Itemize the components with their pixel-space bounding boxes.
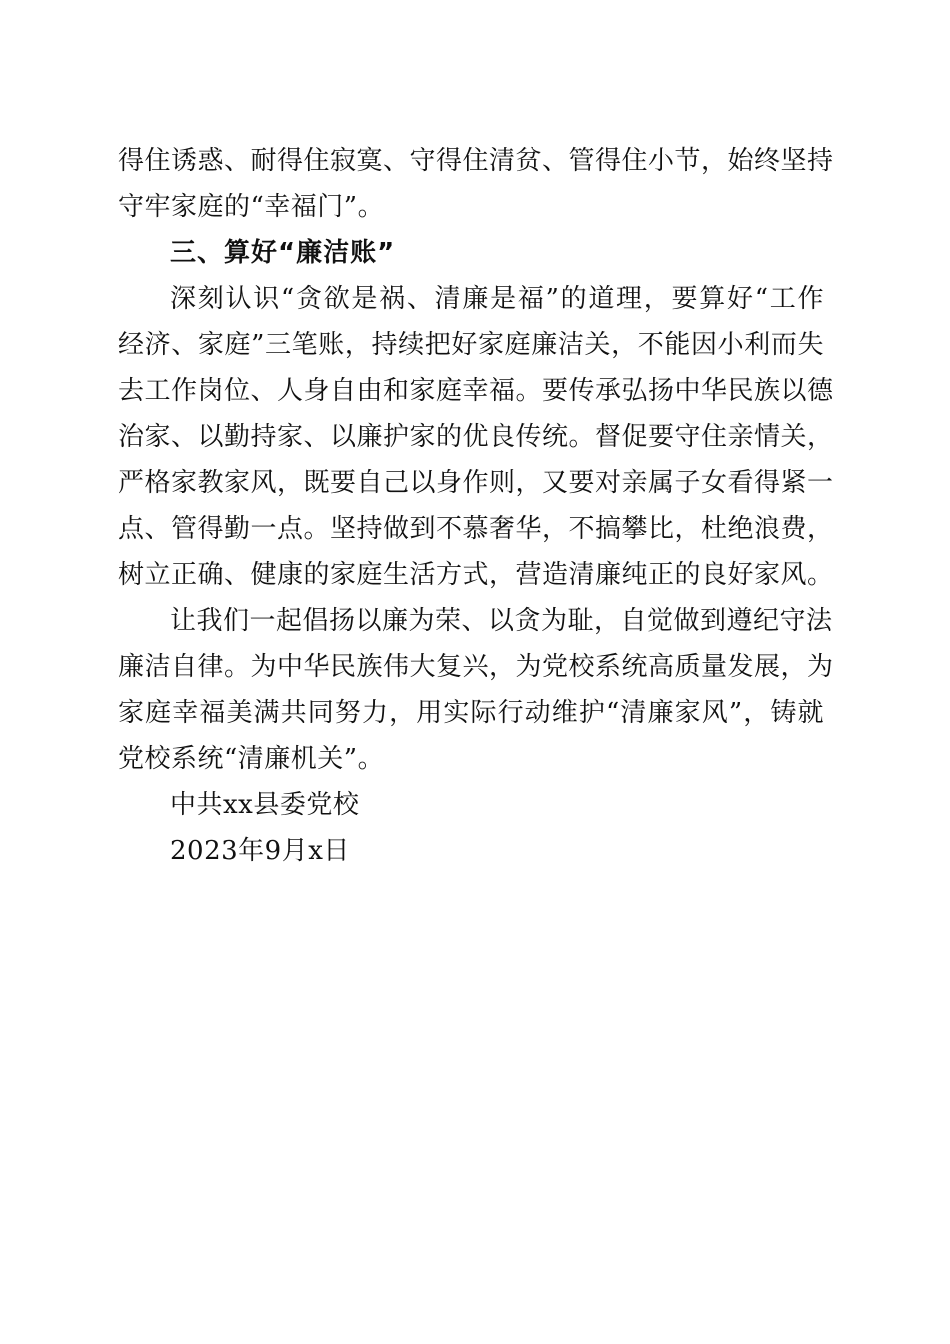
signature-org: 中共xx县委党校 xyxy=(170,790,360,820)
paragraph-line: 经济、家庭”三笔账，持续把好家庭廉洁关，不能因小利而失 xyxy=(118,330,824,360)
paragraph-line: 去工作岗位、人身自由和家庭幸福。要传承弘扬中华民族以德 xyxy=(118,376,834,406)
paragraph-line: 深刻认识“贪欲是祸、清廉是福”的道理，要算好“工作 xyxy=(170,284,824,314)
paragraph-line: 廉洁自律。为中华民族伟大复兴，为党校系统高质量发展，为 xyxy=(118,652,834,682)
paragraph-line: 治家、以勤持家、以廉护家的优良传统。督促要守住亲情关， xyxy=(118,422,834,452)
document-body xyxy=(118,138,834,874)
paragraph-line: 点、管得勤一点。坚持做到不慕奢华，不搞攀比，杜绝浪费， xyxy=(118,514,834,544)
signature-date: 2023年9月x日 xyxy=(170,836,350,866)
paragraph-line: 得住诱惑、耐得住寂寞、守得住清贫、管得住小节，始终坚持 xyxy=(118,146,834,176)
paragraph-line: 守牢家庭的“幸福门”。 xyxy=(118,192,385,222)
paragraph-line: 严格家教家风，既要自己以身作则，又要对亲属子女看得紧一 xyxy=(118,468,834,498)
paragraph-line: 党校系统“清廉机关”。 xyxy=(118,744,385,774)
paragraph-line: 家庭幸福美满共同努力，用实际行动维护“清廉家风”，铸就 xyxy=(118,698,824,728)
paragraph-line: 树立正确、健康的家庭生活方式，营造清廉纯正的良好家风。 xyxy=(118,560,834,590)
paragraph-line: 让我们一起倡扬以廉为荣、以贪为耻，自觉做到遵纪守法 xyxy=(170,606,833,636)
section-heading: 三、算好“廉洁账” xyxy=(170,238,396,268)
